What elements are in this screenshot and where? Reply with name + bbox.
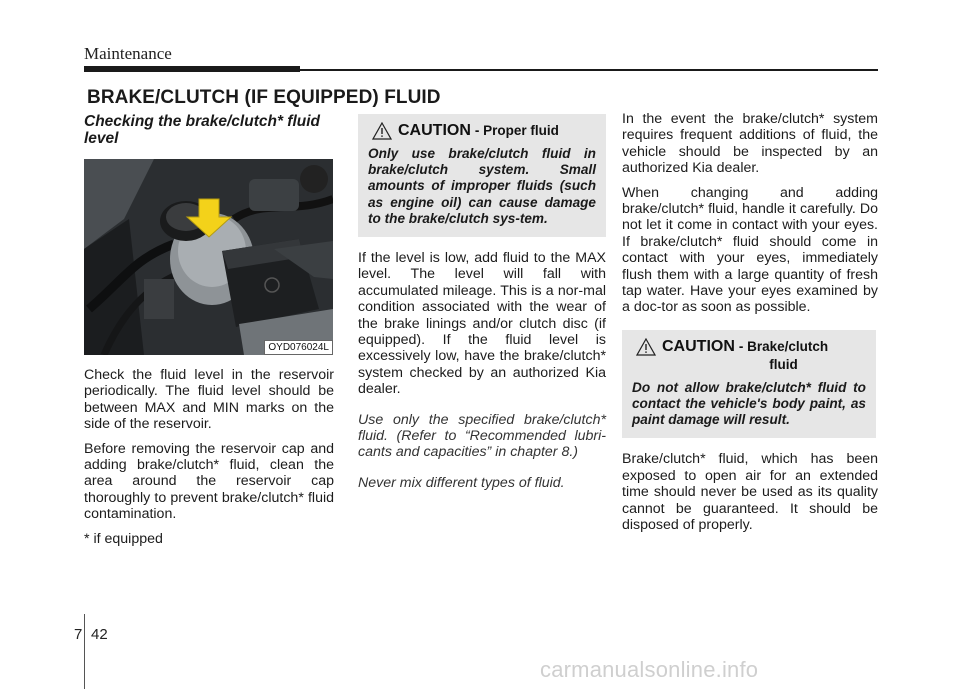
paragraph: Check the fluid level in the reservoir periodically. The fluid level should be between MAX and MIN marks on the side of the reservoir. [84, 367, 334, 433]
engine-bay-photo [84, 159, 333, 355]
column-2 [358, 114, 606, 499]
footnote: * if equipped [84, 530, 163, 547]
caution-label: CAUTION [662, 337, 735, 355]
italic-note: Use only the specified brake/clutch* fluid. (Refer to “Recommended lubri-cants and capacities” in chapter 8.) [358, 411, 606, 461]
caution-subtitle: fluid [769, 356, 798, 372]
caution-label: CAUTION [398, 122, 471, 139]
page-number-divider [84, 614, 85, 689]
italic-note: Never mix different types of fluid. [358, 474, 565, 491]
column-1 [84, 113, 334, 555]
paragraph: If the level is low, add fluid to the MAX level. The level will fall with accumulated mileage. This is a nor-mal condition associated with the wear of the brake linings and/or clutch disc (if equipped). If the fluid level is excessively low, have the brake/clutch* system checked by an authorized Kia dealer. [358, 250, 606, 398]
chapter-number: 7 [74, 626, 83, 643]
caution-header [632, 338, 866, 374]
header-title: Maintenance [84, 44, 172, 63]
paragraph: In the event the brake/clutch* system requires frequent additions of fluid, the vehicle should be inspected by an authorized Kia dealer. [622, 111, 878, 177]
caution-subtitle: - Brake/clutch [738, 338, 829, 354]
paragraph: When changing and adding brake/clutch* fluid, handle it carefully. Do not let it come in contact with your eyes. If brake/clutch* fluid should come in contact with your eyes, immediately flush them with a large quantity of fresh tap water. Have your eyes examined by a doc-tor as soon as possible. [622, 184, 878, 316]
column-3 [622, 111, 878, 542]
warning-triangle-icon [636, 338, 656, 356]
caution-header [368, 122, 596, 140]
sub-heading: Checking the brake/clutch* fluid level [84, 113, 320, 147]
caution-body: Do not allow brake/clutch* fluid to contact the vehicle's body paint, as paint damage will result. [632, 379, 866, 428]
engine-bay-illustration [84, 159, 333, 355]
header-rule-thin [300, 69, 878, 71]
page-number: 42 [91, 626, 108, 643]
watermark: carmanualsonline.info [540, 657, 759, 682]
section-title: BRAKE/CLUTCH (IF EQUIPPED) FLUID [87, 87, 441, 108]
figure-code: OYD076024L [264, 340, 333, 355]
caution-box-proper-fluid [358, 114, 606, 237]
caution-subtitle: - Proper fluid [474, 123, 559, 138]
paragraph: Before removing the reservoir cap and adding brake/clutch* fluid, clean the area around the reservoir cap thoroughly to prevent brake/clutch* fluid contamination. [84, 440, 334, 523]
warning-triangle-icon [372, 122, 392, 140]
paragraph: Brake/clutch* fluid, which has been exposed to open air for an extended time should never be used as its quality cannot be guaranteed. It should be disposed of properly. [622, 451, 878, 534]
header-rule-thick [84, 66, 300, 72]
caution-body: Only use brake/clutch fluid in brake/clutch system. Small amounts of improper fluids (such as engine oil) can cause damage to the brake/clutch sys-tem. [368, 146, 596, 226]
caution-box-brake-fluid [622, 330, 876, 439]
